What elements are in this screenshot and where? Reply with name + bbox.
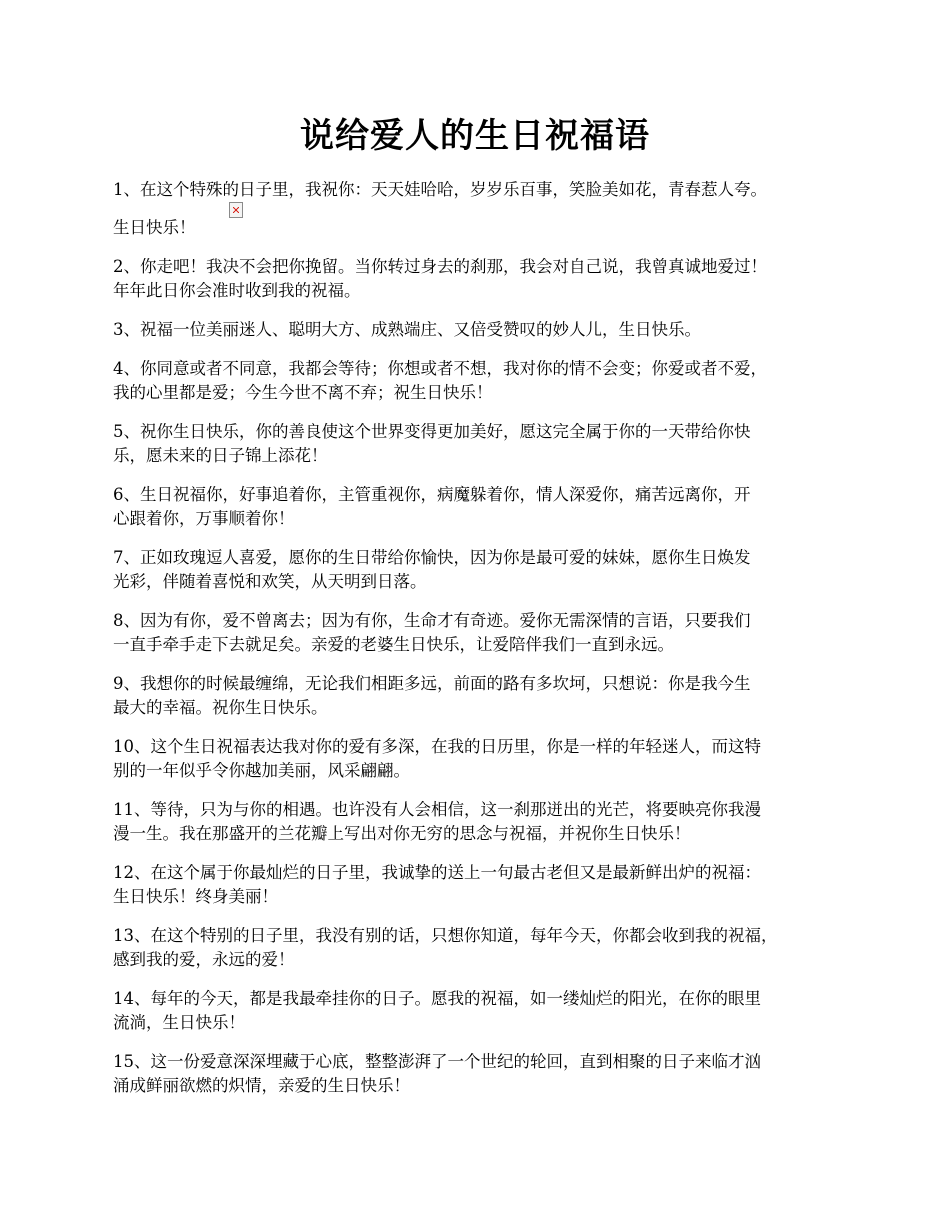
paragraph-10 [113, 735, 853, 783]
paragraph-line: 14、每年的今天，都是我最牵挂你的日子。愿我的祝福，如一缕灿烂的阳光，在你的眼里 [113, 989, 761, 1008]
paragraph-line: 生日快乐！ [113, 218, 196, 237]
paragraph-line: 一直手牵手走下去就足矣。亲爱的老婆生日快乐，让爱陪伴我们一直到永远。 [113, 635, 674, 654]
paragraph-line: 11、等待，只为与你的相遇。也许没有人会相信，这一刹那迸出的光芒，将要映亮你我漫 [113, 800, 761, 819]
paragraph-line: 感到我的爱，永远的爱！ [113, 950, 295, 969]
paragraph-line: 生日快乐！终身美丽！ [113, 887, 278, 906]
paragraph-line: 我的心里都是爱；今生今世不离不弃；祝生日快乐！ [113, 383, 493, 402]
paragraph-9 [113, 672, 853, 720]
paragraph-5 [113, 420, 853, 468]
paragraph-7 [113, 546, 853, 594]
paragraph-line: 1、在这个特殊的日子里，我祝你：天天娃哈哈，岁岁乐百事，笑脸美如花，青春惹人夸。 [113, 180, 767, 199]
paragraph-line: 光彩，伴随着喜悦和欢笑，从天明到日落。 [113, 572, 427, 591]
paragraph-line: 7、正如玫瑰逗人喜爱，愿你的生日带给你愉快，因为你是最可爱的妹妹，愿你生日焕发 [113, 548, 751, 567]
paragraph-line: 流淌，生日快乐！ [113, 1013, 245, 1032]
paragraph-line: 5、祝你生日快乐，你的善良使这个世界变得更加美好，愿这完全属于你的一天带给你快 [113, 422, 751, 441]
paragraph-line: 年年此日你会准时收到我的祝福。 [113, 281, 361, 300]
paragraph-line: 3、祝福一位美丽迷人、聪明大方、成熟端庄、又倍受赞叹的妙人儿，生日快乐。 [113, 320, 701, 339]
paragraph-line: 2、你走吧！我决不会把你挽留。当你转过身去的刹那，我会对自己说，我曾真诚地爱过！ [113, 257, 767, 276]
paragraph-line: 心跟着你，万事顺着你！ [113, 509, 295, 528]
paragraph-line: 13、在这个特别的日子里，我没有别的话，只想你知道，每年今天，你都会收到我的祝福， [113, 926, 778, 945]
paragraph-line: 8、因为有你，爱不曾离去；因为有你，生命才有奇迹。爱你无需深情的言语，只要我们 [113, 611, 751, 630]
paragraph-line: 6、生日祝福你，好事追着你，主管重视你，病魔躲着你，情人深爱你，痛苦远离你，开 [113, 485, 751, 504]
paragraph-line: 4、你同意或者不同意，我都会等待；你想或者不想，我对你的情不会变；你爱或者不爱， [113, 359, 767, 378]
paragraph-3 [113, 318, 853, 342]
paragraph-8 [113, 609, 853, 657]
paragraph-line-with-image [113, 216, 853, 240]
paragraph-11 [113, 798, 853, 846]
paragraph-15 [113, 1050, 853, 1098]
paragraph-line: 15、这一份爱意深深埋藏于心底，整整澎湃了一个世纪的轮回，直到相聚的日子来临才汹 [113, 1052, 761, 1071]
paragraph-2 [113, 255, 853, 303]
paragraph-14 [113, 987, 853, 1035]
paragraph-line: 12、在这个属于你最灿烂的日子里，我诚挚的送上一句最古老但又是最新鲜出炉的祝福： [113, 863, 761, 882]
paragraph-line: 10、这个生日祝福表达我对你的爱有多深，在我的日历里，你是一样的年轻迷人，而这特 [113, 737, 761, 756]
broken-image-icon [229, 202, 243, 218]
paragraph-1 [113, 178, 853, 240]
paragraph-4 [113, 357, 853, 405]
paragraph-13 [113, 924, 853, 972]
paragraph-line: 涌成鲜丽欲燃的炽情，亲爱的生日快乐！ [113, 1076, 410, 1095]
paragraph-line: 别的一年似乎令你越加美丽，风采翩翩。 [113, 761, 410, 780]
document-body [113, 178, 853, 1113]
paragraph-line: 乐，愿未来的日子锦上添花！ [113, 446, 328, 465]
paragraph-line: 最大的幸福。祝你生日快乐。 [113, 698, 328, 717]
page-title: 说给爱人的生日祝福语 [300, 116, 650, 156]
paragraph-line: 9、我想你的时候最缠绵，无论我们相距多远，前面的路有多坎坷，只想说：你是我今生 [113, 674, 751, 693]
paragraph-line: 漫一生。我在那盛开的兰花瓣上写出对你无穷的思念与祝福，并祝你生日快乐！ [113, 824, 691, 843]
paragraph-6 [113, 483, 853, 531]
paragraph-12 [113, 861, 853, 909]
